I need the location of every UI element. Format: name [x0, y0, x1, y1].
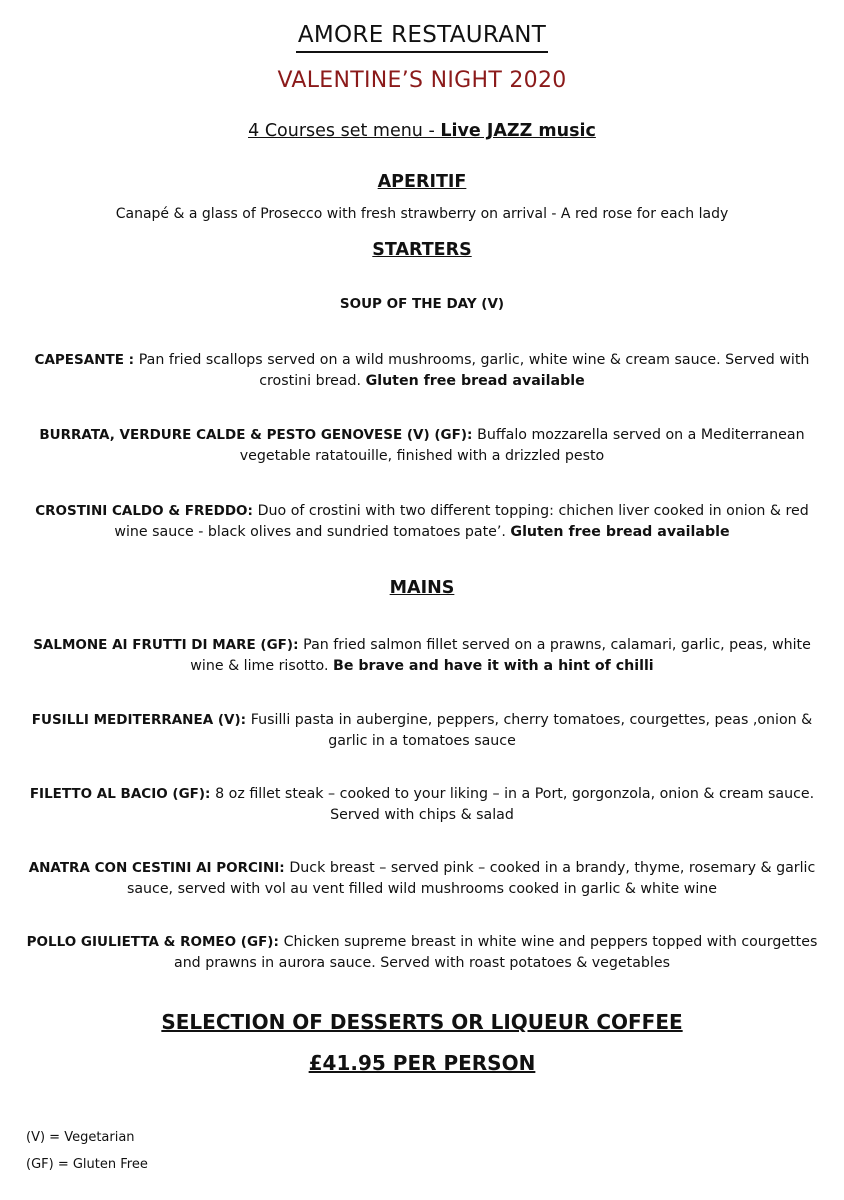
dish-description: Pan fried salmon fillet served on a prawns, calamari, garlic, peas, white wine & lime risotto.	[190, 637, 811, 674]
main-item-fusilli	[20, 710, 824, 752]
starter-item-capesante	[20, 350, 824, 392]
dish-description: Pan fried scallops served on a wild mushrooms, garlic, white wine & cream sauce. Served with crostini bread.	[138, 352, 810, 389]
dish-description: 8 oz fillet steak – cooked to your liking – in a Port, gorgonzola, onion & cream sauce. Served with chips & salad	[215, 786, 815, 823]
aperitif-text: Canapé & a glass of Prosecco with fresh strawberry on arrival - A red rose for each lady	[115, 206, 729, 222]
dish-name: ANATRA CON CESTINI AI PORCINI:	[28, 860, 290, 876]
dish-name: CAPESANTE :	[34, 352, 139, 368]
restaurant-name: AMORE RESTAURANT	[0, 22, 844, 53]
dish-name: CROSTINI CALDO & FREDDO:	[35, 503, 258, 519]
dish-note: Gluten free bread available	[510, 524, 730, 540]
desserts-line: SELECTION OF DESSERTS OR LIQUEUR COFFEE	[161, 1010, 683, 1034]
soup-of-the-day: SOUP OF THE DAY (V)	[339, 296, 505, 312]
dish-note: Gluten free bread available	[365, 373, 585, 389]
main-item-anatra	[20, 858, 824, 900]
course-info	[0, 121, 844, 141]
dish-name: FILETTO AL BACIO (GF):	[29, 786, 216, 802]
dish-description: Chicken supreme breast in white wine and peppers topped with courgettes and prawns in aurora sauce. Served with roast potatoes & vegetables	[174, 934, 818, 971]
dish-description: Fusilli pasta in aubergine, peppers, cherry tomatoes, courgettes, peas ,onion & garlic in a tomatoes sauce	[250, 712, 813, 749]
starter-item-burrata	[20, 425, 824, 467]
jazz-highlight: Live JAZZ music	[440, 121, 596, 141]
dish-name: SALMONE AI FRUTTI DI MARE (GF):	[33, 637, 304, 653]
dish-name: POLLO GIULIETTA & ROMEO (GF):	[26, 934, 284, 950]
dish-description: Duck breast – served pink – cooked in a brandy, thyme, rosemary & garlic sauce, served with vol au vent filled wild mushrooms cooked in garlic & white wine	[126, 860, 816, 897]
dish-description: Buffalo mozzarella served on a Mediterranean vegetable ratatouille, finished with a drizzled pesto	[239, 427, 805, 464]
main-item-pollo	[20, 932, 824, 974]
event-title: VALENTINE’S NIGHT 2020	[277, 68, 567, 93]
legend-vegetarian: (V) = Vegetarian	[26, 1130, 135, 1145]
aperitif-heading: APERITIF	[377, 172, 467, 192]
price-line: £41.95 PER PERSON	[308, 1051, 536, 1075]
dish-name: BURRATA, VERDURE CALDE & PESTO GENOVESE (V) (GF):	[39, 427, 478, 443]
main-item-salmone	[20, 635, 824, 677]
main-item-filetto	[20, 784, 824, 826]
dish-description: Duo of crostini with two different topping: chichen liver cooked in onion & red wine sauce - black olives and sundried tomatoes pate’.	[114, 503, 809, 540]
dish-note: Be brave and have it with a hint of chilli	[333, 658, 654, 674]
starters-heading: STARTERS	[372, 240, 472, 260]
mains-heading: MAINS	[389, 578, 455, 598]
course-info-text: 4 Courses set menu -	[248, 121, 441, 141]
dish-name: FUSILLI MEDITERRANEA (V):	[31, 712, 251, 728]
starter-item-crostini	[20, 501, 824, 543]
legend-gluten-free: (GF) = Gluten Free	[26, 1157, 148, 1172]
